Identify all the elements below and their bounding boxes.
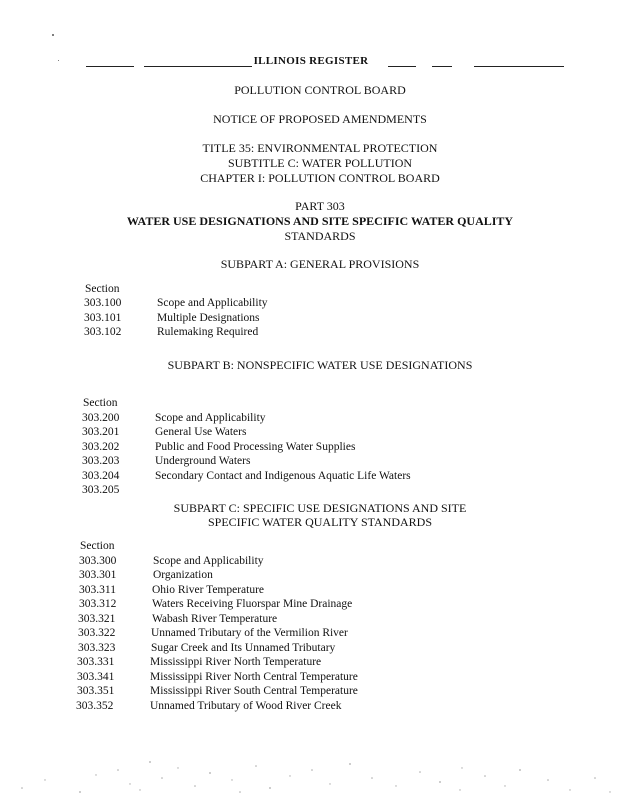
section-title: Scope and Applicability — [153, 555, 264, 567]
subpart-c-heading-line2: SPECIFIC WATER QUALITY STANDARDS — [207, 515, 433, 529]
section-number: 303.331 — [77, 656, 115, 668]
part-name-line1: WATER USE DESIGNATIONS AND SITE SPECIFIC WATER QUALITY — [126, 214, 514, 228]
section-number: 303.200 — [82, 412, 120, 424]
subpart-c-section-label: Section — [80, 540, 115, 552]
section-title: Organization — [153, 569, 213, 581]
section-title: Ohio River Temperature — [152, 584, 265, 596]
part-number: PART 303 — [295, 199, 345, 213]
board-name: POLLUTION CONTROL BOARD — [234, 83, 406, 97]
subtitle-heading: SUBTITLE C: WATER POLLUTION — [227, 156, 413, 170]
section-title: Scope and Applicability — [155, 412, 266, 424]
section-title: Unnamed Tributary of Wood River Creek — [150, 700, 342, 712]
section-number: 303.321 — [78, 613, 116, 625]
section-title: Mississippi River North Temperature — [150, 656, 322, 668]
section-title: Scope and Applicability — [157, 297, 268, 309]
section-number: 303.351 — [77, 685, 115, 697]
subpart-c-heading-line1: SUBPART C: SPECIFIC USE DESIGNATIONS AND SITE — [173, 501, 467, 515]
section-title: Underground Waters — [155, 455, 251, 467]
register-title: ILLINOIS REGISTER — [253, 55, 369, 67]
section-number: 303.300 — [79, 555, 117, 567]
section-title: Secondary Contact and Indigenous Aquatic Life Waters — [155, 470, 411, 482]
scan-speck — [58, 60, 59, 61]
section-title: General Use Waters — [155, 426, 247, 438]
part-name-line2: STANDARDS — [284, 229, 356, 243]
scan-speck — [52, 34, 54, 36]
section-title: Mississippi River North Central Temperature — [150, 671, 358, 683]
section-number: 303.101 — [84, 312, 122, 324]
section-title: Rulemaking Required — [157, 326, 259, 338]
section-number: 303.322 — [78, 627, 116, 639]
subpart-a-heading: SUBPART A: GENERAL PROVISIONS — [220, 257, 420, 271]
section-number: 303.301 — [79, 569, 117, 581]
section-number: 303.100 — [84, 297, 122, 309]
notice-title: NOTICE OF PROPOSED AMENDMENTS — [213, 112, 427, 126]
section-title: Mississippi River South Central Temperature — [150, 685, 358, 697]
section-title: Waters Receiving Fluorspar Mine Drainage — [152, 598, 353, 610]
section-number: 303.312 — [79, 598, 117, 610]
section-number: 303.323 — [78, 642, 116, 654]
section-title: Multiple Designations — [157, 312, 260, 324]
title-heading: TITLE 35: ENVIRONMENTAL PROTECTION — [202, 141, 438, 155]
subpart-b-heading: SUBPART B: NONSPECIFIC WATER USE DESIGNATIONS — [167, 358, 473, 372]
subpart-b-section-label: Section — [83, 397, 118, 409]
section-number: 303.202 — [82, 441, 120, 453]
section-number: 303.352 — [76, 700, 114, 712]
subpart-a-section-label: Section — [85, 283, 120, 295]
section-title: Public and Food Processing Water Supplies — [155, 441, 356, 453]
section-title: Wabash River Temperature — [152, 613, 278, 625]
chapter-heading: CHAPTER I: POLLUTION CONTROL BOARD — [200, 171, 440, 185]
section-number: 303.203 — [82, 455, 120, 467]
section-number: 303.102 — [84, 326, 122, 338]
section-title: Unnamed Tributary of the Vermilion River — [151, 627, 348, 639]
section-number: 303.201 — [82, 426, 120, 438]
section-title: Sugar Creek and Its Unnamed Tributary — [151, 642, 336, 654]
section-number: 303.341 — [77, 671, 115, 683]
section-number: 303.205 — [82, 484, 120, 496]
section-number: 303.204 — [82, 470, 120, 482]
scan-noise — [0, 740, 622, 800]
section-number: 303.311 — [79, 584, 116, 596]
